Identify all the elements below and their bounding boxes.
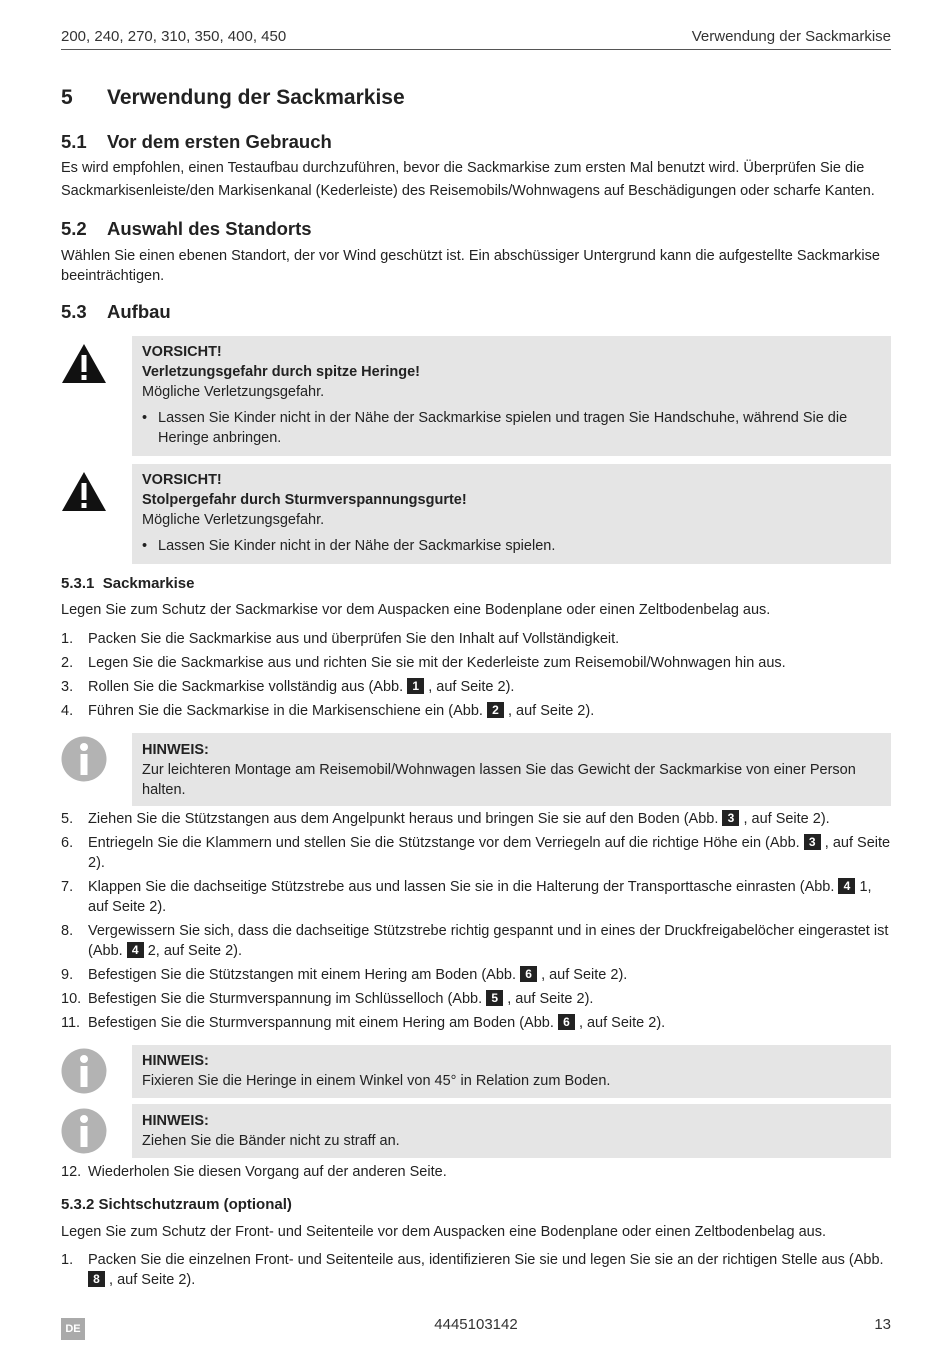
step-number: 5. <box>61 811 74 827</box>
step-number: 11. <box>61 1015 81 1031</box>
list-item <box>61 1250 891 1290</box>
list-item <box>61 629 891 649</box>
list-item <box>61 677 891 697</box>
section-title: Sichtschutzraum (optional) <box>98 1196 292 1213</box>
step-number: 1. <box>61 631 74 647</box>
caution-box-straps <box>132 464 891 564</box>
step-text-after: , auf Seite 2). <box>88 835 891 871</box>
step-text: Klappen Sie die dachseitige Stützstrebe aus und lassen Sie sie in die Halterung der Transporttasche einrasten (Abb. <box>88 879 835 895</box>
step-text: Packen Sie die Sackmarkise aus und überprüfen Sie den Inhalt auf Vollständigkeit. <box>88 631 620 647</box>
list-item <box>61 921 891 961</box>
section-5-3-2-heading <box>61 1196 891 1213</box>
step-text: Befestigen Sie die Sturmverspannung im Schlüsselloch (Abb. <box>88 991 483 1007</box>
list-item <box>61 989 891 1009</box>
step-number: 4. <box>61 703 74 719</box>
step-text: Ziehen Sie die Stützstangen aus dem Angelpunkt heraus und bringen Sie sie auf den Boden (Abb. <box>88 811 719 827</box>
step-text-after: , auf Seite 2). <box>541 967 628 983</box>
step-text-after: , auf Seite 2). <box>428 679 515 695</box>
step-text-after: 1, auf Seite 2). <box>88 879 872 915</box>
caution-title: Stolpergefahr durch Sturmverspannungsgurte! <box>142 492 467 508</box>
note-text: Ziehen Sie die Bänder nicht zu straff an. <box>142 1133 400 1149</box>
list-item <box>61 809 891 829</box>
step-text: Packen Sie die einzelnen Front- und Seitenteile aus, identifizieren Sie sie und legen Sie sie an der richtigen Stelle aus (Abb. <box>88 1252 884 1268</box>
step-text-after: , auf Seite 2). <box>578 1015 666 1031</box>
section-number: 5.3.1 <box>61 575 95 592</box>
step-number: 12. <box>61 1164 82 1180</box>
section-5-1-heading <box>61 131 891 153</box>
section-title: Aufbau <box>107 301 171 322</box>
header-models: 200, 240, 270, 310, 350, 400, 450 <box>61 28 287 45</box>
figure-ref: 4 <box>838 878 855 894</box>
section-number: 5.3 <box>61 301 87 322</box>
page-header <box>61 28 891 50</box>
figure-ref: 6 <box>558 1014 575 1030</box>
note-label: HINWEIS: <box>142 1113 209 1129</box>
figure-ref: 6 <box>520 966 537 982</box>
document-number: 4445103142 <box>434 1316 518 1333</box>
note-box-assembly <box>132 733 891 806</box>
section-title: Vor dem ersten Gebrauch <box>107 131 332 152</box>
section-title: Auswahl des Standorts <box>107 218 312 239</box>
section-number: 5.1 <box>61 131 87 152</box>
steps-list-a <box>61 629 891 725</box>
info-icon <box>61 736 107 782</box>
section-5-2-text: Wählen Sie einen ebenen Standort, der vor Wind geschützt ist. Ein abschüssiger Untergrund kann die aufgestellte Sackmarkise beeinträchtigen. <box>61 248 880 284</box>
caution-label: VORSICHT! <box>142 344 222 360</box>
step-text: Rollen Sie die Sackmarkise vollständig aus (Abb. <box>88 679 404 695</box>
section-5-3-1-heading <box>61 575 891 592</box>
note-text: Zur leichteren Montage am Reisemobil/Wohnwagen lassen Sie das Gewicht der Sackmarkise von einer Person halten. <box>142 762 856 798</box>
step-text: Entriegeln Sie die Klammern und stellen Sie die Stützstange vor dem Verriegeln auf die richtige Höhe ein (Abb. <box>88 835 800 851</box>
step-number: 8. <box>61 923 74 939</box>
list-item <box>61 965 891 985</box>
warning-triangle-icon <box>61 470 107 512</box>
step-number: 10. <box>61 991 82 1007</box>
caution-bullet: • Lassen Sie Kinder nicht in der Nähe der Sackmarkise spielen und tragen Sie Handschuhe, während Sie die Heringe anbringen. <box>142 408 881 448</box>
list-item <box>61 877 891 917</box>
note-label: HINWEIS: <box>142 742 209 758</box>
steps-list-b <box>61 809 891 1037</box>
language-badge: DE <box>61 1318 85 1340</box>
section-number: 5 <box>61 86 73 109</box>
step-number: 2. <box>61 655 74 671</box>
section-5-2-heading <box>61 218 891 240</box>
figure-ref: 8 <box>88 1271 105 1287</box>
section-5-3-1-intro: Legen Sie zum Schutz der Sackmarkise vor dem Auspacken eine Bodenplane oder einen Zeltbodenbelag aus. <box>61 602 771 618</box>
step-text: Vergewissern Sie sich, dass die dachseitige Stützstrebe richtig gespannt und in eines der Druckfreigabelöcher eingerastet ist (Abb. <box>88 923 889 959</box>
note-box-angle <box>132 1045 891 1098</box>
figure-ref: 4 <box>127 942 144 958</box>
step-number: 7. <box>61 879 74 895</box>
caution-title: Verletzungsgefahr durch spitze Heringe! <box>142 364 420 380</box>
step-text-after: , auf Seite 2). <box>507 991 594 1007</box>
step-number: 9. <box>61 967 74 983</box>
figure-ref: 3 <box>722 810 739 826</box>
info-icon <box>61 1048 107 1094</box>
step-text-after: , auf Seite 2). <box>507 703 595 719</box>
section-5-1-text: Es wird empfohlen, einen Testaufbau durchzuführen, bevor die Sackmarkise zum ersten Mal benutzt wird. Überprüfen Sie die Sackmarkisenleiste/den Markisenkanal (Kederleiste) des Reisemobils/Wohnwagens auf Beschädigungen oder scharfe Kanten. <box>61 160 875 199</box>
step-12 <box>61 1162 891 1186</box>
step-text: Befestigen Sie die Sturmverspannung mit einem Hering am Boden (Abb. <box>88 1015 554 1031</box>
section-5-3-2-intro: Legen Sie zum Schutz der Front- und Seitenteile vor dem Auspacken eine Bodenplane oder einen Zeltbodenbelag aus. <box>61 1224 826 1240</box>
list-item <box>61 833 891 873</box>
section-title: Sackmarkise <box>102 575 195 592</box>
list-item <box>61 653 891 673</box>
header-chapter: Verwendung der Sackmarkise <box>691 28 891 45</box>
list-item <box>61 1162 891 1182</box>
list-item <box>61 701 891 721</box>
caution-subtitle: Mögliche Verletzungsgefahr. <box>142 512 325 528</box>
step-text-after: 2, auf Seite 2). <box>147 943 243 959</box>
step-text: Führen Sie die Sackmarkise in die Markisenschiene ein (Abb. <box>88 703 483 719</box>
caution-box-stakes <box>132 336 891 456</box>
step-number: 1. <box>61 1252 74 1268</box>
caution-bullet: • Lassen Sie Kinder nicht in der Nähe der Sackmarkise spielen. <box>142 536 881 556</box>
steps-list-c <box>61 1250 891 1294</box>
page-number: 13 <box>874 1316 891 1333</box>
step-text: Befestigen Sie die Stützstangen mit einem Hering am Boden (Abb. <box>88 967 516 983</box>
info-icon <box>61 1108 107 1154</box>
caution-subtitle: Mögliche Verletzungsgefahr. <box>142 384 325 400</box>
step-number: 3. <box>61 679 74 695</box>
list-item <box>61 1013 891 1033</box>
section-title: Verwendung der Sackmarkise <box>107 86 405 109</box>
section-5-3-heading <box>61 301 891 323</box>
figure-ref: 5 <box>486 990 503 1006</box>
section-number: 5.3.2 <box>61 1196 95 1213</box>
page-footer <box>61 1316 891 1344</box>
note-text: Fixieren Sie die Heringe in einem Winkel von 45° in Relation zum Boden. <box>142 1073 611 1089</box>
step-text: Legen Sie die Sackmarkise aus und richten Sie sie mit der Kederleiste zum Reisemobil/Wohnwagen hin aus. <box>88 655 786 671</box>
step-text-after: , auf Seite 2). <box>743 811 830 827</box>
step-text-after: , auf Seite 2). <box>109 1272 196 1288</box>
figure-ref: 1 <box>407 678 424 694</box>
step-number: 6. <box>61 835 74 851</box>
warning-triangle-icon <box>61 342 107 384</box>
section-5-heading <box>61 86 891 110</box>
figure-ref: 2 <box>487 702 504 718</box>
figure-ref: 3 <box>804 834 821 850</box>
step-text: Wiederholen Sie diesen Vorgang auf der anderen Seite. <box>88 1164 447 1180</box>
note-label: HINWEIS: <box>142 1053 209 1069</box>
section-number: 5.2 <box>61 218 87 239</box>
caution-label: VORSICHT! <box>142 472 222 488</box>
note-box-straps <box>132 1104 891 1158</box>
